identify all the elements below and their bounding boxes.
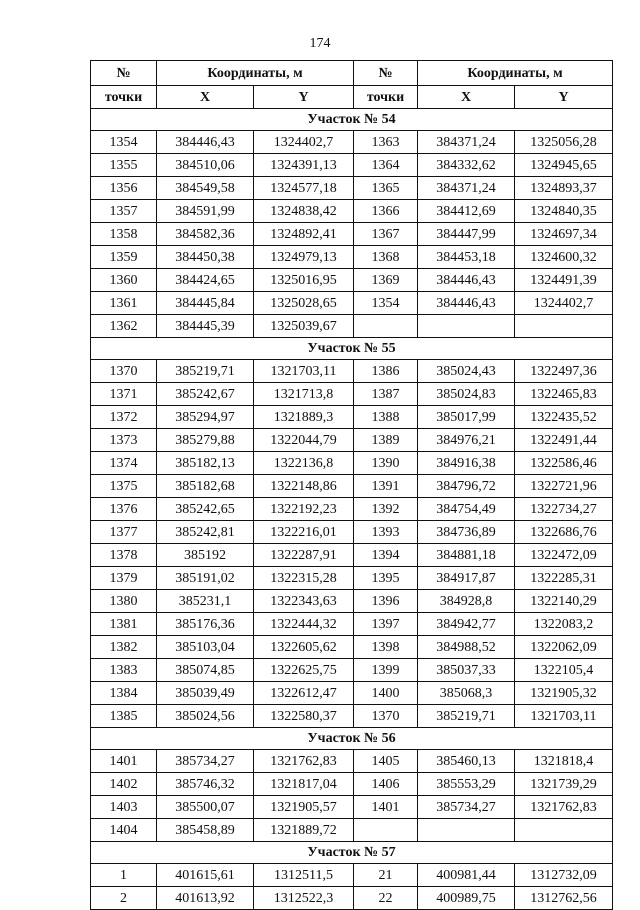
coordinates-table [90, 60, 613, 910]
y-cell: 1321818,4 [515, 750, 613, 773]
x-cell: 385500,07 [157, 796, 254, 819]
point-no-cell: 1370 [91, 360, 157, 383]
point-no-cell: 1400 [354, 682, 418, 705]
y-cell: 1324402,7 [254, 131, 354, 154]
x-cell: 385242,65 [157, 498, 254, 521]
y-cell: 1322105,4 [515, 659, 613, 682]
x-cell [418, 315, 515, 338]
header-coordinates-left: Координаты, м [157, 61, 354, 86]
x-cell: 384976,21 [418, 429, 515, 452]
x-cell: 384796,72 [418, 475, 515, 498]
y-cell: 1324893,37 [515, 177, 613, 200]
x-cell: 385242,67 [157, 383, 254, 406]
x-cell: 385182,13 [157, 452, 254, 475]
point-no-cell [354, 819, 418, 842]
point-no-cell: 1390 [354, 452, 418, 475]
x-cell: 385458,89 [157, 819, 254, 842]
y-cell: 1324491,39 [515, 269, 613, 292]
point-no-cell: 1357 [91, 200, 157, 223]
x-cell: 385037,33 [418, 659, 515, 682]
y-cell: 1321739,29 [515, 773, 613, 796]
x-cell: 385074,85 [157, 659, 254, 682]
point-no-cell: 1374 [91, 452, 157, 475]
point-no-cell: 1381 [91, 613, 157, 636]
point-no-cell: 1391 [354, 475, 418, 498]
table-row [91, 521, 613, 544]
point-no-cell: 1377 [91, 521, 157, 544]
table-body [91, 109, 613, 910]
y-cell: 1321703,11 [254, 360, 354, 383]
x-cell: 385191,02 [157, 567, 254, 590]
point-no-cell: 1388 [354, 406, 418, 429]
section-header-row [91, 842, 613, 864]
x-cell: 384445,84 [157, 292, 254, 315]
point-no-cell: 1362 [91, 315, 157, 338]
point-no-cell: 1401 [91, 750, 157, 773]
section-title: Участок № 56 [91, 728, 613, 750]
x-cell: 384424,65 [157, 269, 254, 292]
table-row [91, 498, 613, 521]
point-no-cell: 1367 [354, 223, 418, 246]
x-cell: 384591,99 [157, 200, 254, 223]
x-cell: 384371,24 [418, 177, 515, 200]
point-no-cell: 1401 [354, 796, 418, 819]
header-point-word-left: точки [91, 86, 157, 109]
point-no-cell: 1 [91, 864, 157, 887]
y-cell: 1324979,13 [254, 246, 354, 269]
point-no-cell: 1358 [91, 223, 157, 246]
point-no-cell: 1392 [354, 498, 418, 521]
point-no-cell: 1394 [354, 544, 418, 567]
y-cell: 1325028,65 [254, 292, 354, 315]
header-point-no-right: № [354, 61, 418, 86]
x-cell: 384582,36 [157, 223, 254, 246]
table-row [91, 887, 613, 910]
point-no-cell [354, 315, 418, 338]
point-no-cell: 1385 [91, 705, 157, 728]
y-cell: 1324600,32 [515, 246, 613, 269]
y-cell: 1321905,32 [515, 682, 613, 705]
point-no-cell: 1354 [354, 292, 418, 315]
x-cell: 384445,39 [157, 315, 254, 338]
y-cell: 1325016,95 [254, 269, 354, 292]
point-no-cell: 1371 [91, 383, 157, 406]
x-cell: 385231,1 [157, 590, 254, 613]
y-cell: 1322140,29 [515, 590, 613, 613]
table-row [91, 200, 613, 223]
x-cell: 384446,43 [418, 269, 515, 292]
y-cell [515, 819, 613, 842]
table-row [91, 315, 613, 338]
y-cell: 1322216,01 [254, 521, 354, 544]
point-no-cell: 1387 [354, 383, 418, 406]
x-cell: 385219,71 [157, 360, 254, 383]
table-row [91, 223, 613, 246]
x-cell: 385068,3 [418, 682, 515, 705]
x-cell: 384447,99 [418, 223, 515, 246]
y-cell: 1322686,76 [515, 521, 613, 544]
point-no-cell: 1375 [91, 475, 157, 498]
point-no-cell: 1379 [91, 567, 157, 590]
table-row [91, 177, 613, 200]
x-cell: 385024,43 [418, 360, 515, 383]
point-no-cell: 1397 [354, 613, 418, 636]
y-cell: 1321762,83 [254, 750, 354, 773]
point-no-cell: 1355 [91, 154, 157, 177]
header-x-left: X [157, 86, 254, 109]
header-y-right: Y [515, 86, 613, 109]
point-no-cell: 1402 [91, 773, 157, 796]
x-cell: 385294,97 [157, 406, 254, 429]
y-cell: 1312762,56 [515, 887, 613, 910]
point-no-cell: 1386 [354, 360, 418, 383]
y-cell: 1322580,37 [254, 705, 354, 728]
x-cell: 384450,38 [157, 246, 254, 269]
point-no-cell: 1405 [354, 750, 418, 773]
y-cell: 1322083,2 [515, 613, 613, 636]
x-cell: 384446,43 [418, 292, 515, 315]
table-row [91, 864, 613, 887]
y-cell: 1324391,13 [254, 154, 354, 177]
x-cell: 385279,88 [157, 429, 254, 452]
point-no-cell: 1396 [354, 590, 418, 613]
point-no-cell: 1395 [354, 567, 418, 590]
point-no-cell: 1359 [91, 246, 157, 269]
x-cell: 385039,49 [157, 682, 254, 705]
x-cell: 385734,27 [157, 750, 254, 773]
x-cell: 384371,24 [418, 131, 515, 154]
point-no-cell: 1378 [91, 544, 157, 567]
y-cell: 1324838,42 [254, 200, 354, 223]
y-cell: 1322465,83 [515, 383, 613, 406]
y-cell: 1322491,44 [515, 429, 613, 452]
table-row [91, 705, 613, 728]
y-cell: 1322444,32 [254, 613, 354, 636]
point-no-cell: 1389 [354, 429, 418, 452]
y-cell: 1321762,83 [515, 796, 613, 819]
y-cell [515, 315, 613, 338]
x-cell: 384928,8 [418, 590, 515, 613]
y-cell: 1312511,5 [254, 864, 354, 887]
x-cell: 385553,29 [418, 773, 515, 796]
y-cell: 1322605,62 [254, 636, 354, 659]
y-cell: 1322721,96 [515, 475, 613, 498]
page-number: 174 [309, 36, 331, 51]
x-cell: 384881,18 [418, 544, 515, 567]
point-no-cell: 1382 [91, 636, 157, 659]
x-cell: 385219,71 [418, 705, 515, 728]
y-cell: 1324892,41 [254, 223, 354, 246]
header-y-left: Y [254, 86, 354, 109]
point-no-cell: 1368 [354, 246, 418, 269]
x-cell: 385176,36 [157, 613, 254, 636]
x-cell: 384412,69 [418, 200, 515, 223]
table-row [91, 567, 613, 590]
x-cell: 384942,77 [418, 613, 515, 636]
point-no-cell: 1369 [354, 269, 418, 292]
y-cell: 1322192,23 [254, 498, 354, 521]
point-no-cell: 1372 [91, 406, 157, 429]
header-coordinates-right: Координаты, м [418, 61, 613, 86]
table-row [91, 544, 613, 567]
y-cell: 1322148,86 [254, 475, 354, 498]
table-row [91, 292, 613, 315]
point-no-cell: 1398 [354, 636, 418, 659]
point-no-cell: 1354 [91, 131, 157, 154]
x-cell: 385734,27 [418, 796, 515, 819]
section-header-row [91, 109, 613, 131]
section-title: Участок № 55 [91, 338, 613, 360]
section-title: Участок № 54 [91, 109, 613, 131]
x-cell: 385182,68 [157, 475, 254, 498]
x-cell: 384510,06 [157, 154, 254, 177]
y-cell: 1321713,8 [254, 383, 354, 406]
x-cell: 401613,92 [157, 887, 254, 910]
x-cell: 385460,13 [418, 750, 515, 773]
point-no-cell: 1360 [91, 269, 157, 292]
table-row [91, 360, 613, 383]
table-row [91, 246, 613, 269]
x-cell [418, 819, 515, 842]
point-no-cell: 1356 [91, 177, 157, 200]
point-no-cell: 1373 [91, 429, 157, 452]
table-row [91, 750, 613, 773]
table-row [91, 406, 613, 429]
section-title: Участок № 57 [91, 842, 613, 864]
point-no-cell: 1399 [354, 659, 418, 682]
x-cell: 385103,04 [157, 636, 254, 659]
y-cell: 1325039,67 [254, 315, 354, 338]
point-no-cell: 1393 [354, 521, 418, 544]
table-row [91, 613, 613, 636]
point-no-cell: 21 [354, 864, 418, 887]
y-cell: 1322497,36 [515, 360, 613, 383]
table-row [91, 590, 613, 613]
table-row [91, 682, 613, 705]
y-cell: 1322625,75 [254, 659, 354, 682]
x-cell: 385024,56 [157, 705, 254, 728]
point-no-cell: 1380 [91, 590, 157, 613]
x-cell: 384917,87 [418, 567, 515, 590]
x-cell: 385017,99 [418, 406, 515, 429]
section-header-row [91, 338, 613, 360]
table-row [91, 659, 613, 682]
y-cell: 1324402,7 [515, 292, 613, 315]
point-no-cell: 1370 [354, 705, 418, 728]
table-row [91, 429, 613, 452]
point-no-cell: 1366 [354, 200, 418, 223]
y-cell: 1322734,27 [515, 498, 613, 521]
header-point-no-left: № [91, 61, 157, 86]
x-cell: 400981,44 [418, 864, 515, 887]
y-cell: 1322315,28 [254, 567, 354, 590]
y-cell: 1322435,52 [515, 406, 613, 429]
y-cell: 1321817,04 [254, 773, 354, 796]
point-no-cell: 1364 [354, 154, 418, 177]
table-row [91, 383, 613, 406]
y-cell: 1324945,65 [515, 154, 613, 177]
y-cell: 1324697,34 [515, 223, 613, 246]
y-cell: 1322287,91 [254, 544, 354, 567]
y-cell: 1322612,47 [254, 682, 354, 705]
y-cell: 1322044,79 [254, 429, 354, 452]
y-cell: 1322136,8 [254, 452, 354, 475]
table-row [91, 269, 613, 292]
x-cell: 384446,43 [157, 131, 254, 154]
point-no-cell: 1365 [354, 177, 418, 200]
table-row [91, 475, 613, 498]
y-cell: 1312732,09 [515, 864, 613, 887]
table-row [91, 636, 613, 659]
x-cell: 384736,89 [418, 521, 515, 544]
x-cell: 385242,81 [157, 521, 254, 544]
point-no-cell: 1403 [91, 796, 157, 819]
point-no-cell: 2 [91, 887, 157, 910]
header-point-word-right: точки [354, 86, 418, 109]
y-cell: 1322062,09 [515, 636, 613, 659]
point-no-cell: 1363 [354, 131, 418, 154]
point-no-cell: 1383 [91, 659, 157, 682]
table-row [91, 131, 613, 154]
table-row [91, 452, 613, 475]
y-cell: 1312522,3 [254, 887, 354, 910]
y-cell: 1322586,46 [515, 452, 613, 475]
table-row [91, 154, 613, 177]
y-cell: 1324577,18 [254, 177, 354, 200]
y-cell: 1321905,57 [254, 796, 354, 819]
y-cell: 1321889,3 [254, 406, 354, 429]
x-cell: 385192 [157, 544, 254, 567]
x-cell: 384549,58 [157, 177, 254, 200]
y-cell: 1324840,35 [515, 200, 613, 223]
point-no-cell: 1376 [91, 498, 157, 521]
section-header-row [91, 728, 613, 750]
header-x-right: X [418, 86, 515, 109]
point-no-cell: 22 [354, 887, 418, 910]
x-cell: 384754,49 [418, 498, 515, 521]
table-row [91, 819, 613, 842]
point-no-cell: 1406 [354, 773, 418, 796]
y-cell: 1321703,11 [515, 705, 613, 728]
x-cell: 401615,61 [157, 864, 254, 887]
y-cell: 1321889,72 [254, 819, 354, 842]
x-cell: 384916,38 [418, 452, 515, 475]
y-cell: 1322285,31 [515, 567, 613, 590]
x-cell: 384988,52 [418, 636, 515, 659]
x-cell: 400989,75 [418, 887, 515, 910]
x-cell: 385746,32 [157, 773, 254, 796]
x-cell: 384453,18 [418, 246, 515, 269]
point-no-cell: 1384 [91, 682, 157, 705]
y-cell: 1325056,28 [515, 131, 613, 154]
y-cell: 1322343,63 [254, 590, 354, 613]
point-no-cell: 1361 [91, 292, 157, 315]
y-cell: 1322472,09 [515, 544, 613, 567]
table-row [91, 796, 613, 819]
table-row [91, 773, 613, 796]
point-no-cell: 1404 [91, 819, 157, 842]
x-cell: 385024,83 [418, 383, 515, 406]
x-cell: 384332,62 [418, 154, 515, 177]
